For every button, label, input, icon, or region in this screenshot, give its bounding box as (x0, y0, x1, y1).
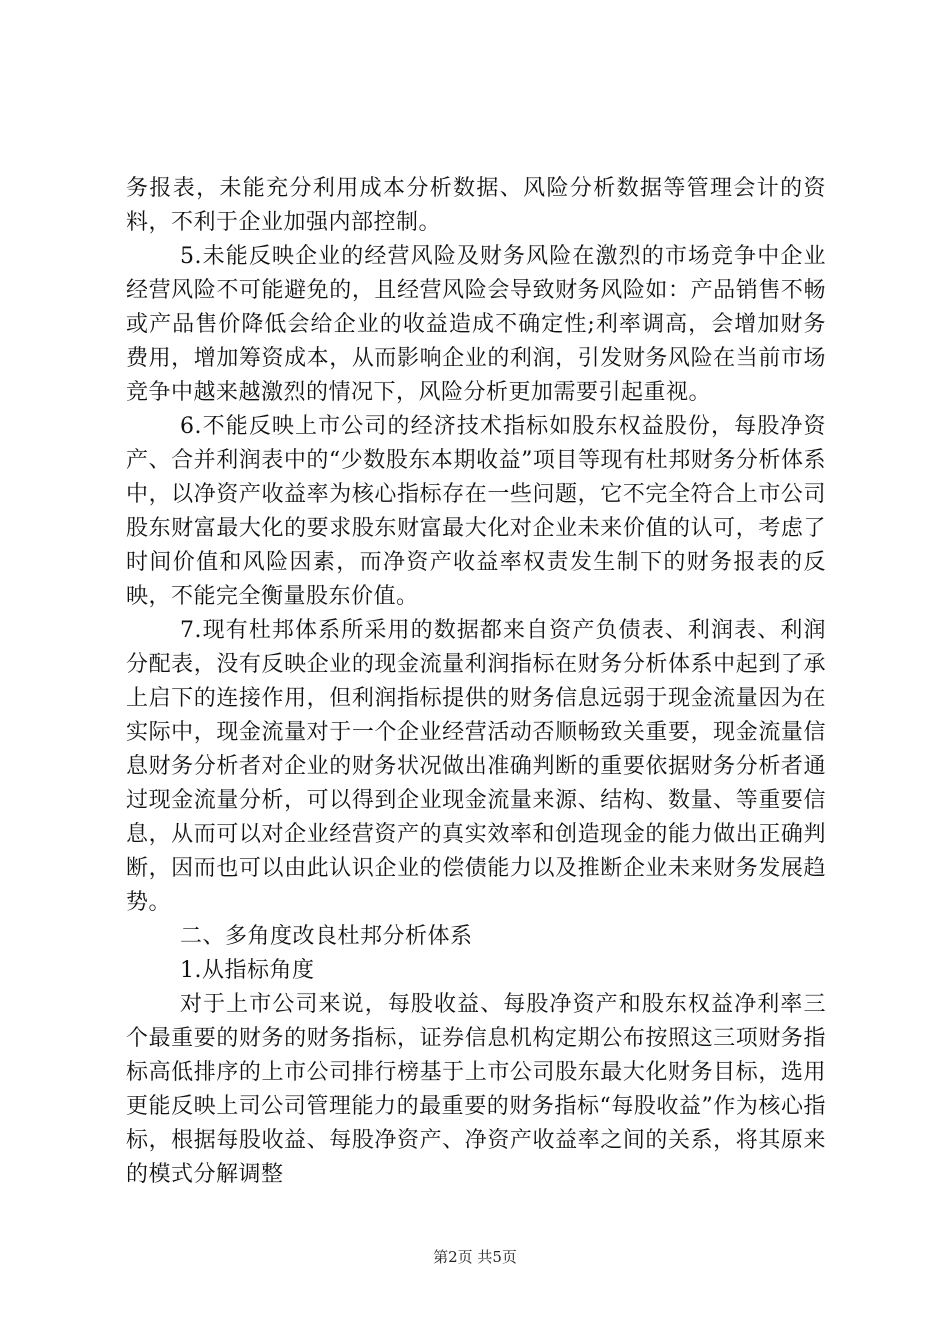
paragraph-item-7: 7.现有杜邦体系所采用的数据都来自资产负债表、利润表、利润分配表，没有反映企业的现金流量利润指标在财务分析体系中起到了承上启下的连接作用，但利润指标提供的财务信息远弱于现金流量因为在实际中，现金流量对于一个企业经营活动否顺畅致关重要，现金流量信息财务分析者对企业的财务状况做出准确判断的重要依据财务分析者通过现金流量分析，可以得到企业现金流量来源、结构、数量、等重要信息，从而可以对企业经营资产的真实效率和创造现金的能力做出正确判断，因而也可以由此认识企业的偿债能力以及推断企业未来财务发展趋势。 (126, 618, 826, 915)
paragraph-indicator-angle: 对于上市公司来说，每股收益、每股净资产和股东权益净利率三个最重要的财务的财务指标，证券信息机构定期公布按照这三项财务指标高低排序的上市公司排行榜基于上市公司股东最大化财务目标，选用更能反映上司公司管理能力的最重要的财务指标“每股收益”作为核心指标，根据每股收益、每股净资产、净资产收益率之间的关系，将其原来的模式分解调整 (126, 992, 826, 1187)
document-body (126, 172, 826, 1192)
paragraph-item-6: 6.不能反映上市公司的经济技术指标如股东权益股份，每股净资产、合并利润表中的“少数股东本期收益”项目等现有杜邦财务分析体系中，以净资产收益率为核心指标存在一些问题，它不完全符合上市公司股东财富最大化的要求股东财富最大化对企业未来价值的认可，考虑了时间价值和风险因素，而净资产收益率权责发生制下的财务报表的反映，不能完全衡量股东价值。 (126, 414, 826, 609)
page-number-footer: 第2页 共5页 (433, 1248, 517, 1266)
paragraph-item-5: 5.未能反映企业的经营风险及财务风险在激烈的市场竞争中企业经营风险不可能避免的，且经营风险会导致财务风险如：产品销售不畅或产品售价降低会给企业的收益造成不确定性;利率调高，会增加财务费用，增加筹资成本，从而影响企业的利润，引发财务风险在当前市场竞争中越来越激烈的情况下，风险分析更加需要引起重视。 (126, 244, 826, 405)
paragraph-continuation: 务报表，未能充分利用成本分析数据、风险分析数据等管理会计的资料，不利于企业加强内部控制。 (126, 176, 826, 235)
subsection-heading: 1.从指标角度 (180, 958, 315, 983)
section-heading: 二、多角度改良杜邦分析体系 (180, 924, 473, 949)
